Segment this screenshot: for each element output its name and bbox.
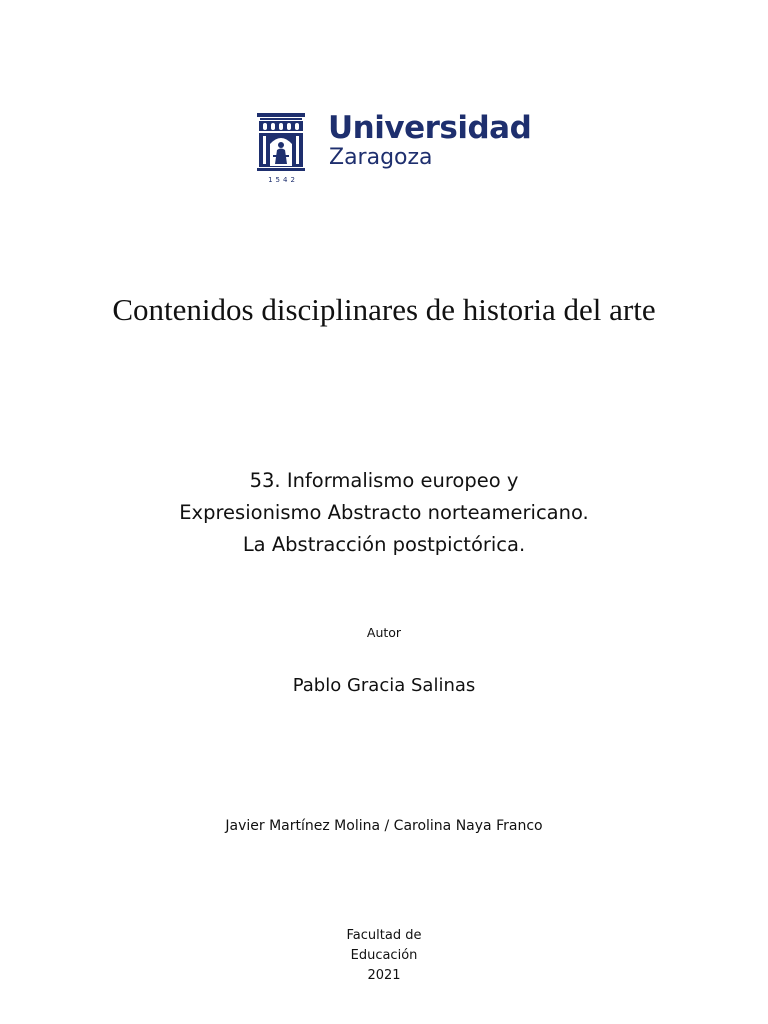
- logo-name-universidad: Universidad: [328, 110, 532, 146]
- subtitle-line: La Abstracción postpictórica.: [242, 533, 526, 556]
- logo-name-zaragoza: Zaragoza: [329, 145, 433, 170]
- document-subtitle: [84, 465, 684, 561]
- directors-names: Javier Martínez Molina / Carolina Naya Franco: [225, 818, 543, 834]
- faculty-line: Facultad de: [346, 928, 422, 943]
- logo-year: 1542: [268, 176, 298, 184]
- author-label: Autor: [366, 625, 402, 640]
- faculty-line: Educación: [350, 948, 418, 963]
- faculty-block: [284, 926, 484, 986]
- subtitle-line: Expresionismo Abstracto norteamericano.: [179, 501, 589, 524]
- university-logo: [255, 110, 532, 192]
- subtitle-line: 53. Informalismo europeo y: [249, 469, 519, 492]
- faculty-year: 2021: [367, 968, 401, 983]
- document-title: Contenidos disciplinares de historia del arte: [112, 292, 656, 327]
- author-name: Pablo Gracia Salinas: [292, 675, 476, 696]
